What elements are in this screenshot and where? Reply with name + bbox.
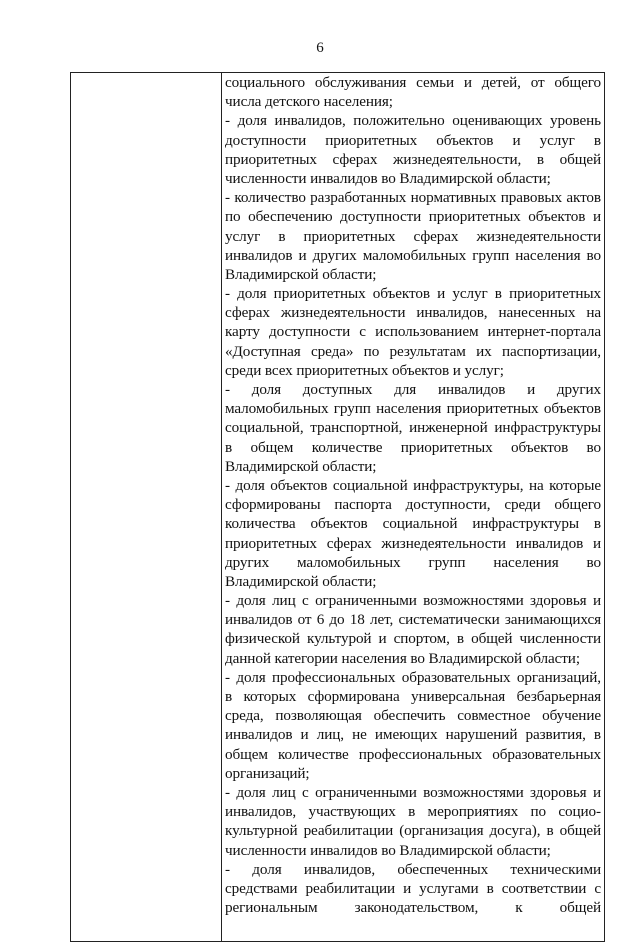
text-line: среди всех приоритетных объектов и услуг; — [225, 361, 504, 379]
text-line: инвалидов и других маломобильных групп населения во — [225, 246, 601, 264]
column-divider — [221, 73, 222, 941]
text-line: приоритетных сферах жизнедеятельности, в общей — [225, 150, 601, 168]
text-line: региональным законодательством, к общей — [225, 899, 601, 917]
text-line: численности инвалидов во Владимирской области; — [225, 841, 551, 859]
text-line: данной категории населения во Владимирской области; — [225, 649, 580, 667]
text-line: - доля доступных для инвалидов и других — [225, 381, 601, 398]
text-line: культурной реабилитации (организация досуга), в общей — [225, 822, 601, 840]
text-line: среда, позволяющая обеспечить совместное обучение — [225, 707, 601, 725]
text-line: - доля профессиональных образовательных организаций, — [225, 668, 601, 686]
page-number: 6 — [316, 40, 324, 56]
text-line: по обеспечению доступности приоритетных объектов и — [225, 208, 601, 226]
text-line: в общем количестве приоритетных объектов во — [225, 438, 601, 456]
text-line: - количество разработанных нормативных правовых актов — [225, 189, 601, 207]
text-line: Владимирской области; — [225, 572, 377, 590]
text-line: «Доступная среда» по результатам их паспортизации, — [225, 342, 601, 360]
indicator-text-column — [225, 73, 601, 917]
text-line: общем количестве профессиональных образовательных — [225, 745, 601, 763]
text-line: численности инвалидов во Владимирской области; — [225, 169, 551, 187]
text-line: маломобильных групп населения приоритетных объектов — [225, 400, 601, 418]
text-line: Владимирской области; — [225, 265, 377, 283]
text-line: сформированы паспорта доступности, среди общего — [225, 496, 601, 514]
text-line: карту доступности с использованием интернет-портала — [225, 323, 601, 341]
text-line: - доля инвалидов, обеспеченных техническими — [225, 860, 601, 878]
text-line: инвалидов от 6 до 18 лет, систематически занимающихся — [225, 611, 601, 629]
text-line: средствами реабилитации и услугами в соответствии с — [225, 879, 601, 897]
text-line: в которых сформирована универсальная безбарьерная — [225, 688, 601, 705]
text-line: - доля приоритетных объектов и услуг в приоритетных — [225, 285, 601, 303]
text-line: Владимирской области; — [225, 457, 377, 475]
text-line: доступности приоритетных объектов и услуг в — [225, 131, 601, 149]
text-line: приоритетных сферах жизнедеятельности инвалидов и — [225, 534, 601, 552]
text-line: социальной, транспортной, инженерной инфраструктуры — [225, 419, 601, 437]
indicator-table — [70, 72, 605, 942]
text-line: других маломобильных групп населения во — [225, 553, 601, 571]
text-line: - доля инвалидов, положительно оценивающих уровень — [225, 112, 601, 130]
text-line: - доля объектов социальной инфраструктуры, на которые — [225, 476, 601, 494]
text-line: сферах жизнедеятельности инвалидов, нанесенных на — [225, 304, 601, 322]
text-line: инвалидов, участвующих в мероприятиях по социо- — [225, 803, 601, 821]
text-line: - доля лиц с ограниченными возможностями здоровья и — [225, 783, 601, 801]
text-line: организаций; — [225, 764, 310, 782]
text-line: - доля лиц с ограниченными возможностями здоровья и — [225, 592, 601, 610]
text-line: количества объектов социальной инфраструктуры в — [225, 515, 601, 533]
text-line: физической культурой и спортом, в общей численности — [225, 630, 601, 648]
text-line: числа детского населения; — [225, 93, 393, 111]
text-line: инвалидов и лиц, не имеющих нарушений развития, в — [225, 726, 601, 744]
text-line: услуг в приоритетных сферах жизнедеятельности — [225, 227, 601, 245]
text-line: социального обслуживания семьи и детей, от общего — [225, 74, 601, 91]
